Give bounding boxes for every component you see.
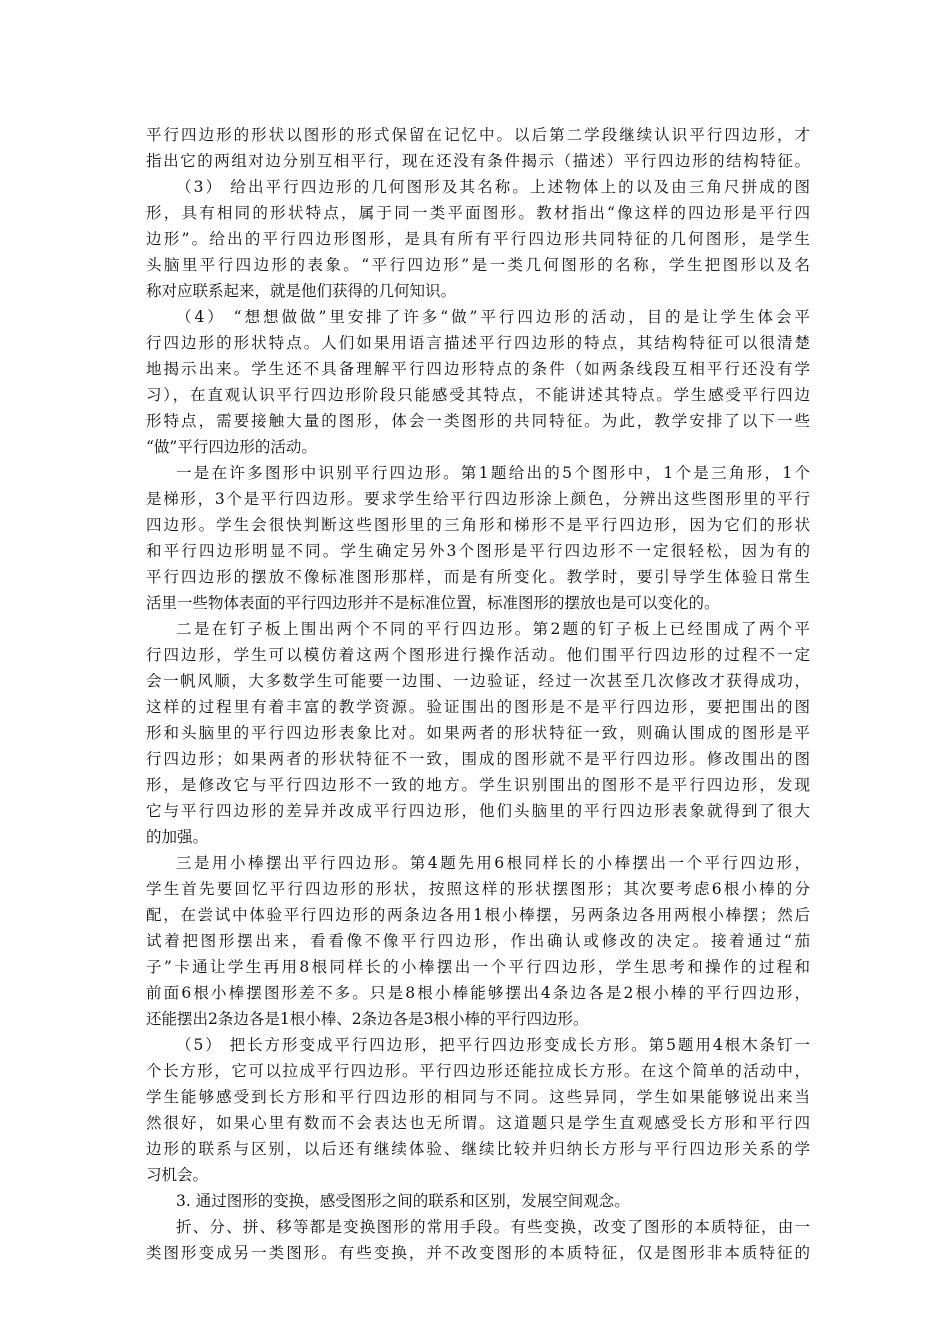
text-line: 行四边形，学生可以模仿着这两个图形进行操作活动。他们围平行四边形的过程不一定 (146, 646, 810, 664)
text-line: 称对应联系起来，就是他们获得的几何知识。 (146, 282, 457, 300)
text-line: 形，具有相同的形状特点，属于同一类平面图形。教材指出“像这样的四边形是平行四 (146, 204, 810, 222)
text-line: 行四边形；如果两者的形状特征不一致，围成的图形就不是平行四边形。修改围出的图 (146, 750, 810, 768)
text-line: 类图形变成另一类图形。有些变换，并不改变图形的本质特征，仅是图形非本质特征的 (146, 1244, 810, 1262)
text-line: 形和头脑里的平行四边形表象比对。如果两者的形状特征一致，则确认围成的图形是平 (146, 724, 810, 742)
text-line: 头脑里平行四边形的表象。“平行四边形”是一类几何图形的名称，学生把图形以及名 (146, 256, 810, 274)
text-line: 行四边形的形状特点。人们如果用语言描述平行四边形的特点，其结构特征可以很清楚 (146, 334, 810, 352)
text-line: 指出它的两组对边分别互相平行，现在还没有条件揭示（描述）平行四边形的结构特征。 (146, 152, 810, 170)
text-line: （5） 把长方形变成平行四边形，把平行四边形变成长方形。第5题用4根木条钉一 (176, 1036, 810, 1054)
text-line: 试着把图形摆出来，看看像不像平行四边形，作出确认或修改的决定。接着通过“茄 (146, 932, 810, 950)
text-line: 一是在许多图形中识别平行四边形。第1题给出的5个图形中，1个是三角形，1个 (176, 464, 810, 482)
text-line: 它与平行四边形的差异并改成平行四边形，他们头脑里的平行四边形表象就得到了很大 (146, 802, 810, 820)
text-line: 平行四边形的摆放不像标准图形那样，而是有所变化。教学时，要引导学生体验日常生 (146, 568, 810, 586)
text-line: 二是在钉子板上围出两个不同的平行四边形。第2题的钉子板上已经围成了两个平 (176, 620, 810, 638)
text-line: 边形”。给出的平行四边形图形，是具有所有平行四边形共同特征的几何图形，是学生 (146, 230, 810, 248)
text-line: “做”平行四边形的活动。 (146, 438, 317, 456)
text-line: 形，是修改它与平行四边形不一致的地方。学生识别围出的图形不是平行四边形，发现 (146, 776, 810, 794)
text-line: 边形的联系与区别，以后还有继续体验、继续比较并归纳长方形与平行四边形关系的学 (146, 1140, 810, 1158)
text-line: 活里一些物体表面的平行四边形并不是标准位置，标准图形的摆放也是可以变化的。 (146, 594, 720, 612)
text-line: 配，在尝试中体验平行四边形的两条边各用1根小棒摆，另两条边各用两根小棒摆；然后 (146, 906, 810, 924)
text-line: 还能摆出2条边各是1根小棒、2条边各是3根小棒的平行四边形。 (146, 1010, 589, 1028)
text-line: 地揭示出来。学生还不具备理解平行四边形特点的条件（如两条线段互相平行还没有学 (146, 360, 810, 378)
text-line: 这样的过程里有着丰富的教学资源。验证围出的图形是不是平行四边形，要把围出的图 (146, 698, 810, 716)
text-line: 会一帆风顺，大多数学生可能要一边围、一边验证，经过一次甚至几次修改才获得成功， (146, 672, 810, 690)
text-line: 前面6根小棒摆图形差不多。只是8根小棒能够摆出4条边各是2根小棒的平行四边形， (146, 984, 810, 1002)
text-line: 四边形。学生会很快判断这些图形里的三角形和梯形不是平行四边形，因为它们的形状 (146, 516, 810, 534)
text-line: 子”卡通让学生再用8根同样长的小棒摆出一个平行四边形，学生思考和操作的过程和 (146, 958, 810, 976)
text-line: 习），在直观认识平行四边形阶段只能感受其特点，不能讲述其特点。学生感受平行四边 (146, 386, 810, 404)
text-line: 平行四边形的形状以图形的形式保留在记忆中。以后第二学段继续认识平行四边形，才 (146, 126, 810, 144)
text-line: 形特点，需要接触大量的图形，体会一类图形的共同特征。为此，教学安排了以下一些 (146, 412, 810, 430)
text-line: 和平行四边形明显不同。学生确定另外3个图形是平行四边形不一定很轻松，因为有的 (146, 542, 810, 560)
text-line: 折、分、拼、移等都是变换图形的常用手段。有些变换，改变了图形的本质特征，由一 (176, 1218, 810, 1236)
text-line: 学生能够感受到长方形和平行四边形的相同与不同。这些异同，学生如果能够说出来当 (146, 1088, 810, 1106)
text-line: 个长方形，它可以拉成平行四边形。平行四边形还能拉成长方形。在这个简单的活动中， (146, 1062, 810, 1080)
text-line: 学生首先要回忆平行四边形的形状，按照这样的形状摆图形；其次要考虑6根小棒的分 (146, 880, 810, 898)
text-line: 3. 通过图形的变换，感受图形之间的联系和区别，发展空间观念。 (176, 1192, 630, 1210)
text-line: 的加强。 (146, 828, 209, 846)
text-line: （3） 给出平行四边形的几何图形及其名称。上述物体上的以及由三角尺拼成的图 (176, 178, 810, 196)
text-line: 然很好，如果心里有数而不会表达也无所谓。这道题只是学生直观感受长方形和平行四 (146, 1114, 810, 1132)
text-line: 习机会。 (146, 1166, 209, 1184)
text-line: 三是用小棒摆出平行四边形。第4题先用6根同样长的小棒摆出一个平行四边形， (176, 854, 810, 872)
text-line: 是梯形，3个是平行四边形。要求学生给平行四边形涂上颜色，分辨出这些图形里的平行 (146, 490, 810, 508)
document-body (146, 122, 810, 1266)
text-line: （4） “想想做做”里安排了许多“做”平行四边形的活动，目的是让学生体会平 (176, 308, 810, 326)
